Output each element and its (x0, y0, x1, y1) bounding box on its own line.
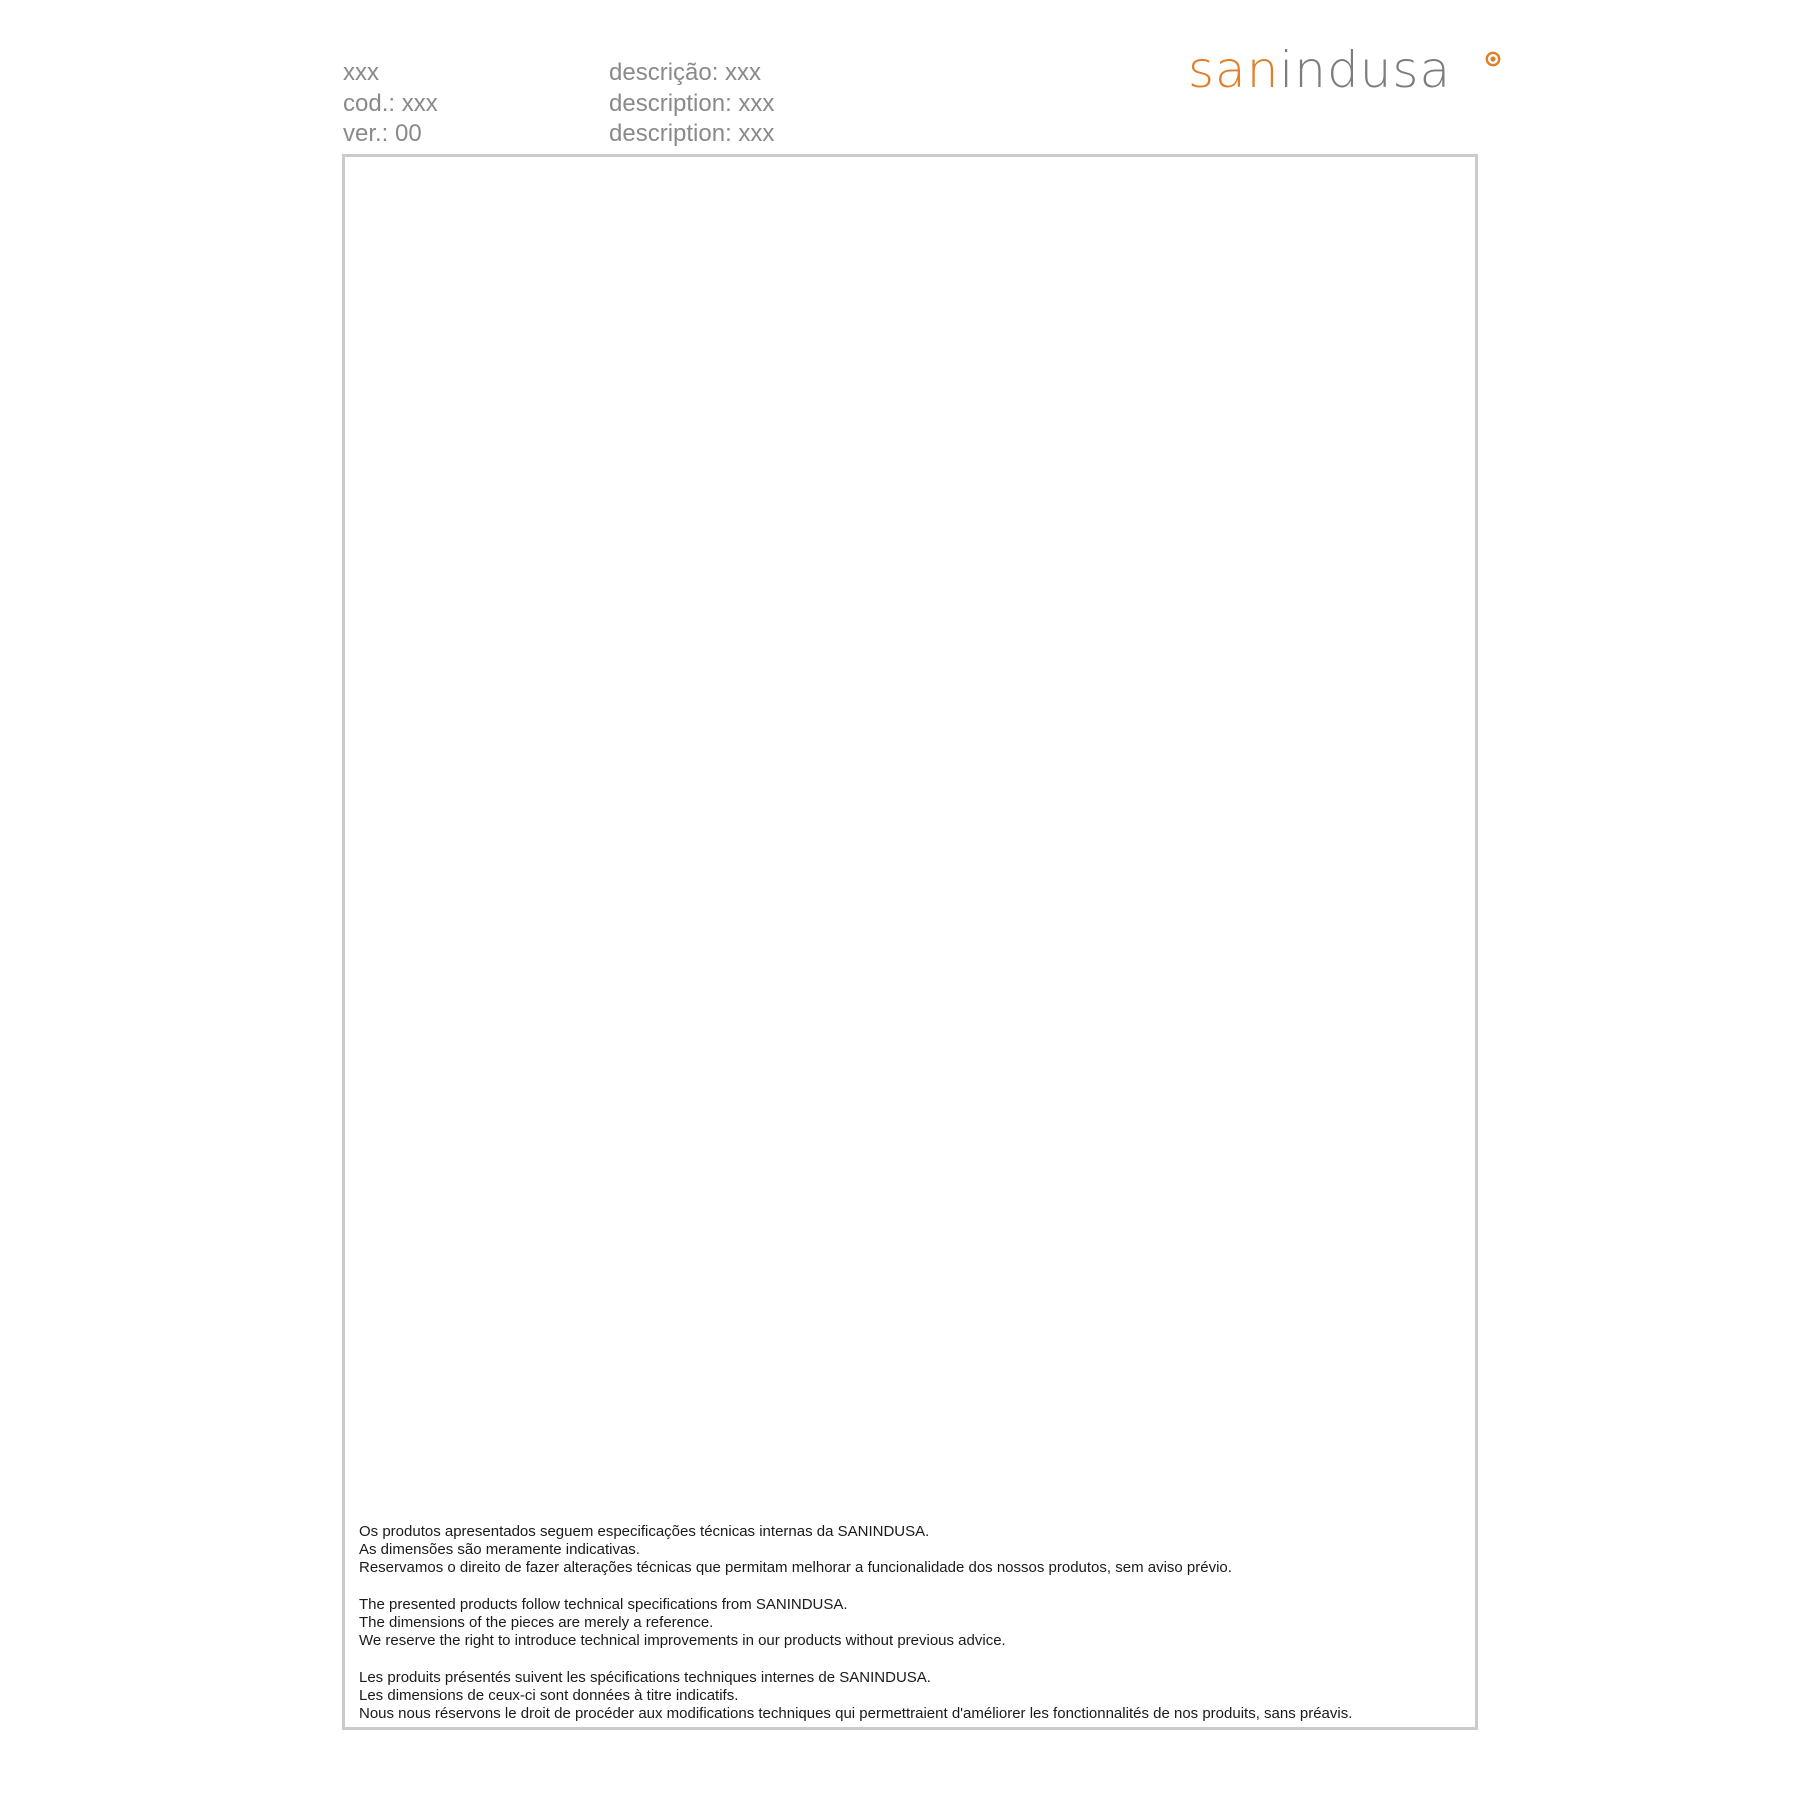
disclaimer-line: The presented products follow technical specifications from SANINDUSA. (359, 1595, 848, 1613)
disclaimer-fr (359, 1669, 1352, 1724)
product-ref: xxx (343, 59, 379, 86)
disclaimer-line: Nous nous réservons le droit de procéder aux modifications techniques qui permettraient d'améliorer les fonctionnalités de nos produits, sans préavis. (359, 1705, 1353, 1722)
sanindusa-mark-icon (1484, 50, 1502, 68)
disclaimer-line: Les produits présentés suivent les spécifications techniques internes de SANINDUSA. (359, 1668, 931, 1686)
legal-disclaimer (359, 1523, 1352, 1723)
product-code: cod.: xxx (343, 89, 438, 117)
product-version: ver.: 00 (343, 120, 422, 147)
header-meta-left (343, 58, 438, 150)
description-fr: description: xxx (609, 120, 775, 147)
disclaimer-line: Os produtos apresentados seguem especificações técnicas internas da SANINDUSA. (359, 1523, 930, 1540)
disclaimer-line: As dimensões são meramente indicativas. (359, 1541, 640, 1559)
disclaimer-en (359, 1596, 1352, 1651)
disclaimer-line: Reservamos o direito de fazer alterações técnicas que permitam melhorar a funcionalidade dos nossos produtos, sem aviso prévio. (359, 1559, 1232, 1577)
logo-text-san: san (1188, 41, 1280, 99)
logo-wordmark (1188, 40, 1508, 100)
disclaimer-line: We reserve the right to introduce technical improvements in our products without previous advice. (359, 1632, 1006, 1650)
disclaimer-line: Les dimensions de ceux-ci sont données à titre indicatifs. (359, 1686, 739, 1704)
disclaimer-pt (359, 1523, 1352, 1578)
description-en: description: xxx (609, 89, 775, 117)
disclaimer-line: The dimensions of the pieces are merely a reference. (359, 1614, 714, 1631)
drawing-frame (342, 154, 1478, 1730)
sanindusa-logo (1188, 40, 1508, 102)
description-pt: descrição: xxx (609, 59, 762, 86)
logo-text-indusa: indusa (1279, 41, 1452, 99)
header-meta-descriptions (609, 58, 774, 150)
